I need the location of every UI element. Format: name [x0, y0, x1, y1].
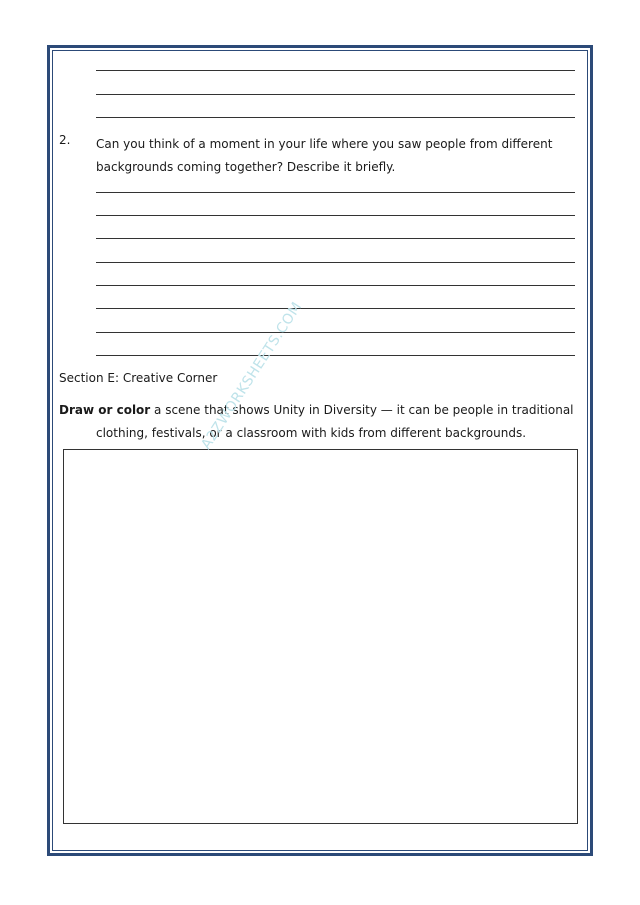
question-text: Can you think of a moment in your life where you saw people from different backgrounds coming together? Describe it briefly. — [96, 137, 553, 174]
section-title: Section E: Creative Corner — [59, 371, 218, 385]
answer-line — [96, 355, 575, 356]
answer-line — [96, 285, 575, 286]
answer-line — [96, 238, 575, 239]
answer-line — [96, 308, 575, 309]
instruction-text: a scene that shows Unity in Diversity — it can be people in traditional clothing, festivals, or a classroom with kids from different backgrounds. — [96, 403, 574, 440]
answer-line — [96, 94, 575, 95]
answer-line — [96, 215, 575, 216]
answer-line — [96, 332, 575, 333]
instruction-bold: Draw or color — [59, 403, 151, 417]
drawing-instruction — [59, 399, 579, 445]
answer-line — [96, 262, 575, 263]
drawing-box[interactable] — [63, 449, 578, 824]
answer-line — [96, 192, 575, 193]
answer-line — [96, 70, 575, 71]
answer-line — [96, 117, 575, 118]
question-number: 2. — [59, 133, 71, 147]
watermark: A2ZWORKSHEETS.COM — [198, 299, 306, 453]
